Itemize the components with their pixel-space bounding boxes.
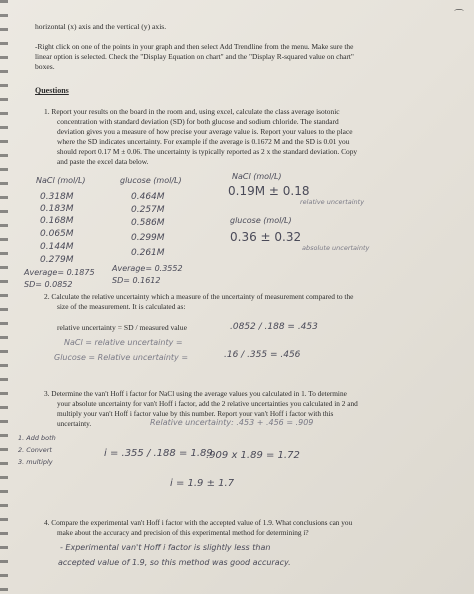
q2-nacl-label: NaCl = relative uncertainty = [64, 338, 183, 347]
q3-final-answer: i = 1.9 ± 1.7 [170, 478, 235, 489]
nacl-value: 0.065M [40, 229, 74, 239]
intro-line-4: boxes. [35, 62, 55, 71]
q3-line-2: your absolute uncertainty for van't Hoff i factor, add the 2 relative uncertainties you calculated in 2 and [57, 399, 358, 408]
intro-line-3: linear option is selected. Check the "Display Equation on chart" and the "Display R-squared value on chart" [35, 52, 354, 61]
nacl-result: 0.19M ± 0.18 [228, 184, 310, 198]
glucose-sd: SD= 0.1612 [112, 276, 161, 285]
q4-answer-line-1: - Experimental van't Hoff i factor is slightly less than [60, 543, 271, 552]
questions-heading: Questions [35, 86, 69, 95]
q2-line-2: size of the measurement. It is calculated as: [57, 302, 186, 311]
q1-line-1: 1. Report your results on the board in the room and, using excel, calculate the class average isotonic [44, 107, 340, 116]
glucose-value: 0.261M [131, 248, 165, 258]
q2-calc-glucose: .16 / .355 = .456 [224, 350, 301, 360]
notebook-spiral-binding [0, 0, 8, 594]
q1-line-4: where the SD indicates uncertainty. For example if the average is 0.1672 M and the SD is 0.01 you [57, 137, 350, 146]
nacl-value: 0.168M [40, 216, 74, 226]
q3-step-3: 3. multiply [18, 458, 53, 466]
q3-step-2: 2. Convert [18, 446, 52, 454]
q4-line-1: 4. Compare the experimental van't Hoff i factor with the accepted value of 1.9. What conclusions can you [44, 518, 353, 527]
glucose-value: 0.464M [131, 192, 165, 202]
glucose-result-label: glucose (mol/L) [230, 216, 292, 225]
q1-line-6: and paste the excel data below. [57, 157, 149, 166]
q3-relative-uncertainty: Relative uncertainty: .453 + .456 = .909 [150, 418, 314, 427]
q2-line-1: 2. Calculate the relative uncertainty which a measure of the uncertainty of measurement compared to the [44, 292, 354, 301]
glucose-value: 0.299M [131, 233, 165, 243]
nacl-result-note: relative uncertainty [300, 198, 365, 206]
glucose-result: 0.36 ± 0.32 [230, 230, 302, 244]
q2-glucose-label: Glucose = Relative uncertainty = [54, 353, 189, 362]
q3-line-4: uncertainty. [57, 419, 92, 428]
glucose-average: Average= 0.3552 [112, 264, 183, 273]
glucose-column-header: glucose (mol/L) [120, 176, 182, 185]
q1-line-5: should report 0.17 M ± 0.06. The uncertainty is typically reported as 2 x the standard deviation. Copy [57, 147, 358, 156]
intro-line-1: horizontal (x) axis and the vertical (y) axis. [35, 22, 167, 31]
q2-formula: relative uncertainty = SD / measured value [57, 323, 187, 332]
nacl-value: 0.183M [40, 204, 74, 214]
glucose-result-note: absolute uncertainty [302, 244, 370, 252]
page-corner-mark: ⌒ [454, 10, 464, 21]
nacl-value: 0.318M [40, 192, 74, 202]
glucose-value: 0.586M [131, 218, 165, 228]
q3-multiply: .909 x 1.89 = 1.72 [206, 450, 300, 461]
q2-calc-nacl: .0852 / .188 = .453 [230, 322, 318, 332]
q3-line-3: multiply your van't Hoff i factor value by this number. Report your van't Hoff i factor with this [57, 409, 334, 418]
nacl-value: 0.144M [40, 242, 74, 252]
nacl-column-header: NaCl (mol/L) [36, 176, 86, 185]
glucose-value: 0.257M [131, 205, 165, 215]
q4-answer-line-2: accepted value of 1.9, so this method was good accuracy. [58, 558, 291, 567]
nacl-sd: SD= 0.0852 [24, 280, 73, 289]
nacl-value: 0.279M [40, 255, 74, 265]
q3-i-calc: i = .355 / .188 = 1.89 [104, 448, 213, 459]
q4-line-2: make about the accuracy and precision of this experimental method for determining i? [57, 528, 309, 537]
q3-step-1: 1. Add both [18, 434, 56, 442]
nacl-result-label: NaCl (mol/L) [232, 172, 282, 181]
q1-line-2: concentration with standard deviation (SD) for both glucose and sodium chloride. The standard [57, 117, 339, 126]
intro-line-2: -Right click on one of the points in your graph and then select Add Trendline from the menu. Make sure the [35, 42, 354, 51]
q1-line-3: deviation gives you a measure of how precise your average value is. Report your values to the place [57, 127, 353, 136]
nacl-average: Average= 0.1875 [24, 268, 95, 277]
q3-line-1: 3. Determine the van't Hoff i factor for NaCl using the average values you calculated in 1. To determine [44, 389, 347, 398]
